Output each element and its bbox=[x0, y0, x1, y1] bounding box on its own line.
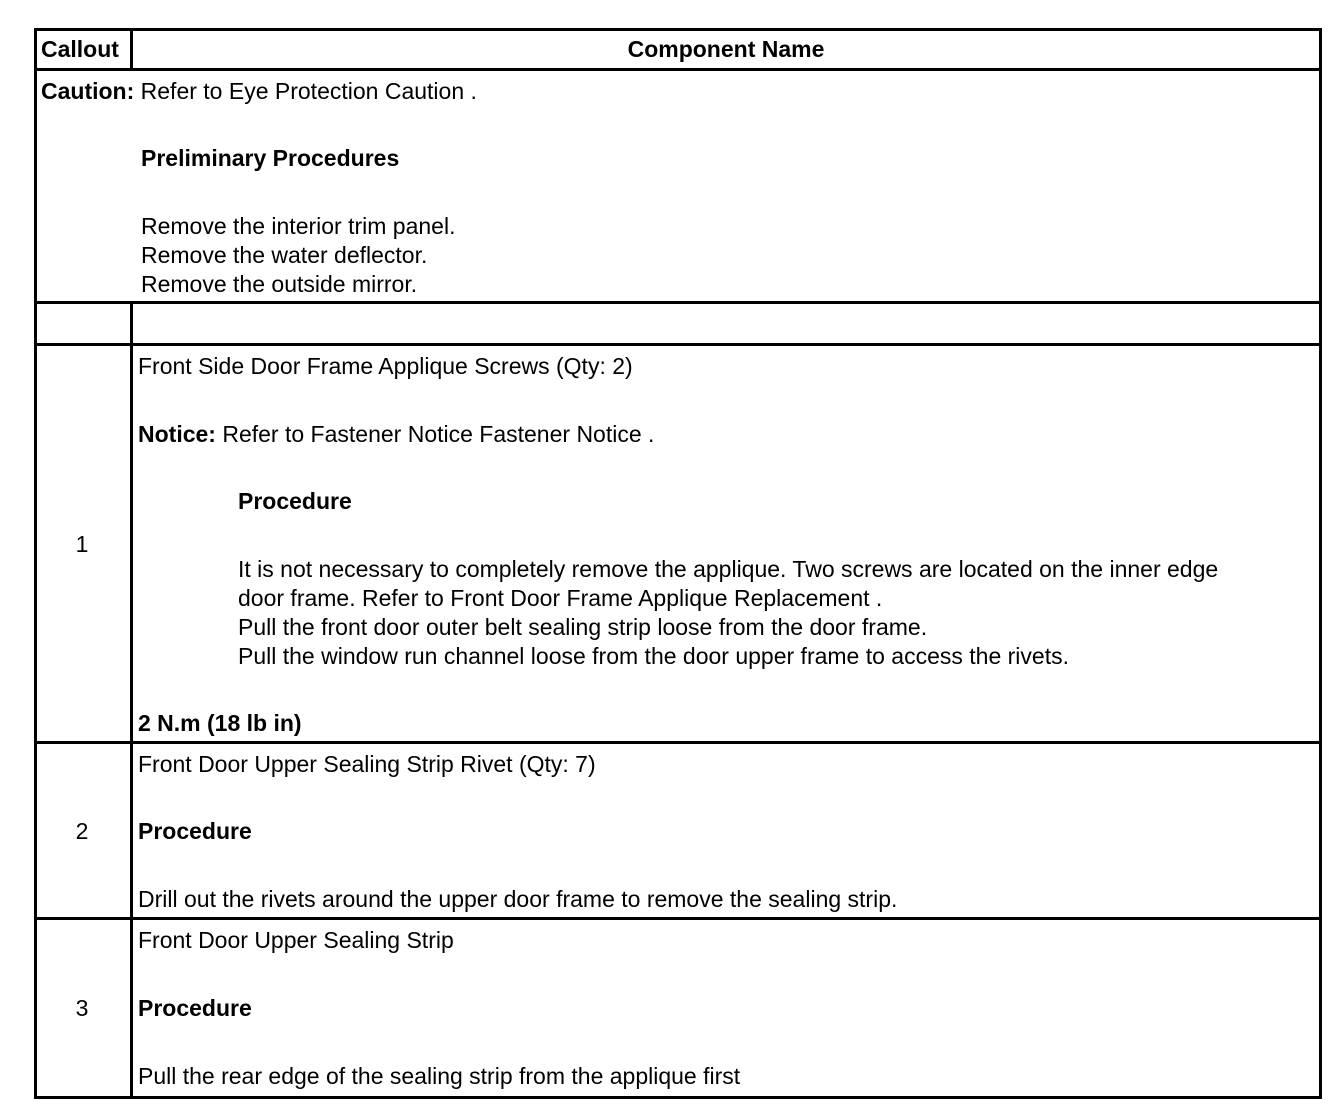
notice-line bbox=[138, 420, 654, 449]
spacer-divider bbox=[34, 343, 1322, 346]
row-1-divider bbox=[34, 741, 1322, 744]
procedure-title: Procedure bbox=[238, 488, 352, 514]
caution-label: Caution: bbox=[41, 78, 135, 104]
procedure-table bbox=[34, 28, 1322, 1099]
callout-number: 1 bbox=[75, 531, 89, 557]
table-border-bottom bbox=[34, 1096, 1322, 1099]
table-border-right bbox=[1319, 28, 1322, 1099]
procedure-line: Pull the window run channel loose from the door upper frame to access the rivets. bbox=[238, 643, 1069, 669]
column-divider-body bbox=[130, 301, 133, 1099]
preliminary-step: Remove the water deflector. bbox=[141, 242, 428, 268]
preliminary-step: Remove the outside mirror. bbox=[141, 271, 418, 297]
preliminary-step: Remove the interior trim panel. bbox=[141, 213, 456, 239]
callout-number: 3 bbox=[75, 995, 89, 1021]
preliminary-procedures-title: Preliminary Procedures bbox=[141, 145, 400, 171]
component-name: Front Door Upper Sealing Strip bbox=[138, 927, 454, 953]
header-callout: Callout bbox=[41, 36, 119, 62]
procedure-line: door frame. Refer to Front Door Frame Applique Replacement . bbox=[238, 585, 883, 611]
header-divider bbox=[34, 68, 1322, 71]
callout-number: 2 bbox=[75, 818, 89, 844]
procedure-line: It is not necessary to completely remove the applique. Two screws are located on the inner edge bbox=[238, 556, 1219, 582]
table-border-left bbox=[34, 28, 37, 1099]
procedure-line: Pull the front door outer belt sealing strip loose from the door frame. bbox=[238, 614, 928, 640]
caution-line bbox=[41, 77, 477, 106]
preamble-divider bbox=[34, 301, 1322, 304]
procedure-line: Pull the rear edge of the sealing strip from the applique first bbox=[138, 1063, 741, 1089]
procedure-line: Drill out the rivets around the upper door frame to remove the sealing strip. bbox=[138, 886, 898, 912]
table-border-top bbox=[34, 28, 1322, 31]
procedure-title: Procedure bbox=[138, 995, 252, 1021]
component-name: Front Door Upper Sealing Strip Rivet (Qty: 7) bbox=[138, 751, 596, 777]
caution-text: Refer to Eye Protection Caution . bbox=[140, 78, 477, 104]
component-name: Front Side Door Frame Applique Screws (Qty: 2) bbox=[138, 353, 633, 379]
torque-spec: 2 N.m (18 lb in) bbox=[138, 710, 302, 736]
procedure-title: Procedure bbox=[138, 818, 252, 844]
row-2-divider bbox=[34, 917, 1322, 920]
notice-label: Notice: bbox=[138, 421, 216, 447]
header-component-name: Component Name bbox=[627, 36, 825, 62]
notice-text: Refer to Fastener Notice Fastener Notice . bbox=[222, 421, 655, 447]
